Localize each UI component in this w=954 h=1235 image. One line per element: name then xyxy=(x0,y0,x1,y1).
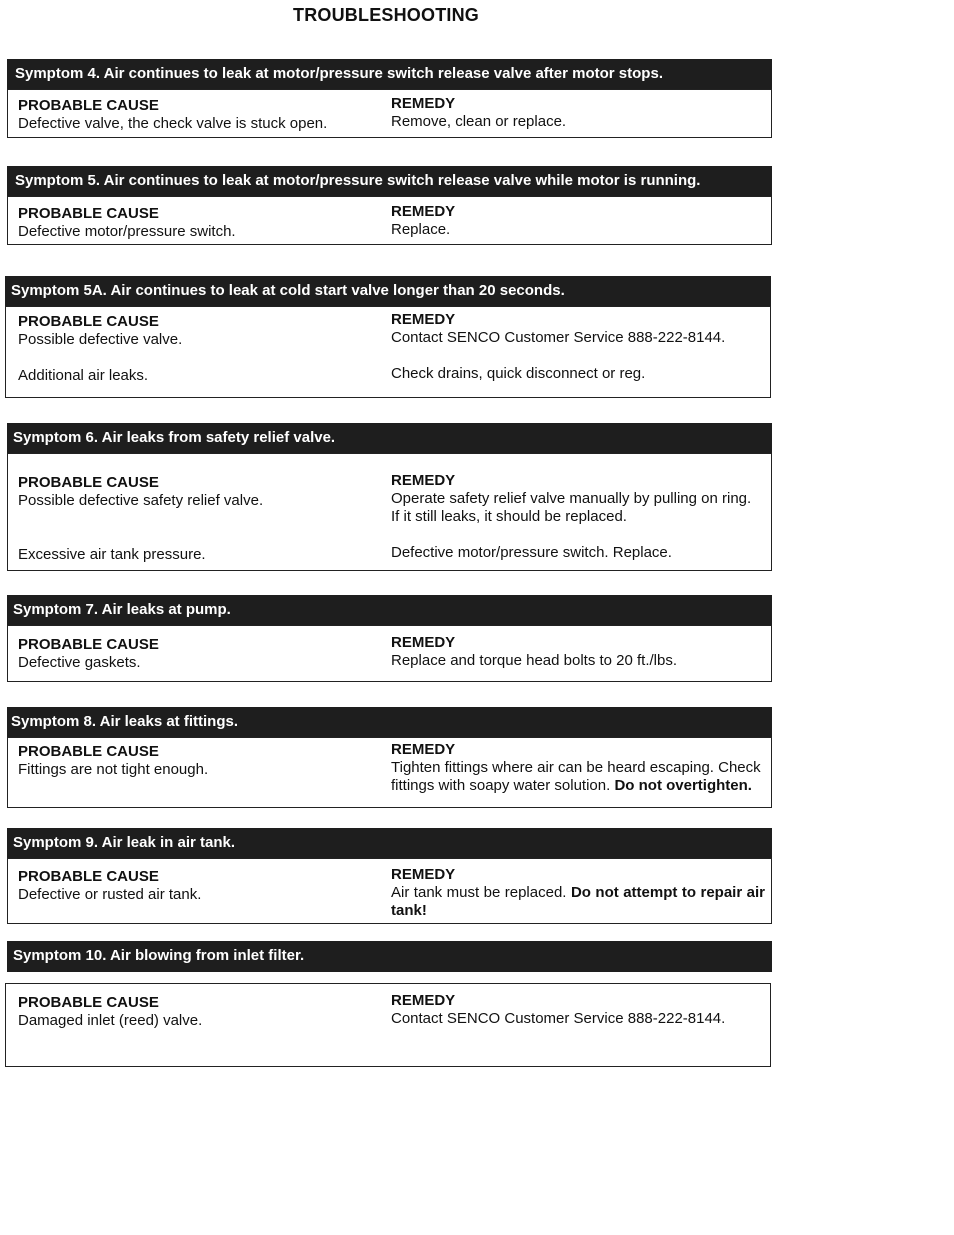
remedy-text: fittings with soapy water solution. xyxy=(391,777,611,794)
probable-cause-label: PROBABLE CAUSE xyxy=(18,474,159,491)
cause-text: Defective motor/pressure switch. xyxy=(18,223,236,240)
symptom-5a-header: Symptom 5A. Air continues to leak at cold start valve longer than 20 seconds. xyxy=(5,276,771,307)
remedy-column xyxy=(391,634,765,670)
symptom-8-header: Symptom 8. Air leaks at fittings. xyxy=(7,707,772,738)
probable-cause-label: PROBABLE CAUSE xyxy=(18,313,159,330)
cause-text: Fittings are not tight enough. xyxy=(18,761,209,778)
remedy-label: REMEDY xyxy=(391,472,456,489)
probable-cause-column xyxy=(18,868,378,904)
probable-cause-column xyxy=(18,205,378,241)
probable-cause-label: PROBABLE CAUSE xyxy=(18,97,159,114)
remedy-column xyxy=(391,866,765,920)
remedy-warning: Do not overtighten. xyxy=(614,777,752,794)
remedy-text-2: Defective motor/pressure switch. Replace. xyxy=(391,544,672,561)
cause-text: Defective valve, the check valve is stuck open. xyxy=(18,115,328,132)
remedy-text: Contact SENCO Customer Service 888-222-8144. xyxy=(391,1010,726,1027)
probable-cause-label: PROBABLE CAUSE xyxy=(18,994,159,1011)
remedy-text: Operate safety relief valve manually by pulling on ring. xyxy=(391,490,752,507)
symptom-9-box xyxy=(7,858,772,924)
cause-text-2: Additional air leaks. xyxy=(18,367,149,384)
remedy-text: Tighten fittings where air can be heard escaping. Check xyxy=(391,759,761,776)
remedy-label: REMEDY xyxy=(391,311,456,328)
probable-cause-column xyxy=(18,97,378,133)
remedy-warning: Do not attempt to repair air tank! xyxy=(391,884,765,919)
symptom-7-box xyxy=(7,625,772,682)
remedy-text: Contact SENCO Customer Service 888-222-8144. xyxy=(391,329,726,346)
symptom-10-box xyxy=(5,983,771,1067)
symptom-6-header: Symptom 6. Air leaks from safety relief valve. xyxy=(7,423,772,454)
symptom-7-header: Symptom 7. Air leaks at pump. xyxy=(7,595,772,626)
remedy-label: REMEDY xyxy=(391,741,456,758)
remedy-text-block xyxy=(391,884,765,920)
cause-text: Possible defective valve. xyxy=(18,331,183,348)
probable-cause-column xyxy=(18,994,378,1030)
remedy-column xyxy=(391,741,765,795)
remedy-text-line2 xyxy=(391,777,765,795)
remedy-label: REMEDY xyxy=(391,634,456,651)
remedy-column xyxy=(391,992,765,1028)
symptom-5-header: Symptom 5. Air continues to leak at motor/pressure switch release valve while motor is running. xyxy=(7,166,772,197)
remedy-text-2: Check drains, quick disconnect or reg. xyxy=(391,365,646,382)
remedy-column xyxy=(391,95,765,131)
cause-text-2: Excessive air tank pressure. xyxy=(18,546,206,563)
remedy-label: REMEDY xyxy=(391,992,456,1009)
cause-text: Defective gaskets. xyxy=(18,654,141,671)
remedy-text: Replace. xyxy=(391,221,451,238)
probable-cause-label: PROBABLE CAUSE xyxy=(18,868,159,885)
remedy-column xyxy=(391,472,765,562)
cause-text: Damaged inlet (reed) valve. xyxy=(18,1012,203,1029)
probable-cause-column xyxy=(18,313,378,385)
remedy-column xyxy=(391,203,765,239)
symptom-4-box xyxy=(7,89,772,138)
probable-cause-column xyxy=(18,636,378,672)
symptom-8-box xyxy=(7,737,772,808)
symptom-5-box xyxy=(7,196,772,245)
remedy-column xyxy=(391,311,765,383)
symptom-4-header: Symptom 4. Air continues to leak at motor/pressure switch release valve after motor stops. xyxy=(7,59,772,90)
symptom-9-header: Symptom 9. Air leak in air tank. xyxy=(7,828,772,859)
cause-text: Defective or rusted air tank. xyxy=(18,886,202,903)
remedy-label: REMEDY xyxy=(391,866,456,883)
page-title: TROUBLESHOOTING xyxy=(293,5,479,25)
remedy-text: Replace and torque head bolts to 20 ft./lbs. xyxy=(391,652,678,669)
symptom-10-header: Symptom 10. Air blowing from inlet filter. xyxy=(7,941,772,972)
symptom-5a-box xyxy=(5,306,771,398)
symptom-6-box xyxy=(7,453,772,571)
probable-cause-column xyxy=(18,474,378,564)
remedy-label: REMEDY xyxy=(391,95,456,112)
cause-text: Possible defective safety relief valve. xyxy=(18,492,264,509)
remedy-label: REMEDY xyxy=(391,203,456,220)
probable-cause-label: PROBABLE CAUSE xyxy=(18,636,159,653)
remedy-text: If it still leaks, it should be replaced. xyxy=(391,508,627,525)
remedy-text: Remove, clean or replace. xyxy=(391,113,567,130)
probable-cause-column xyxy=(18,743,378,779)
probable-cause-label: PROBABLE CAUSE xyxy=(18,205,159,222)
remedy-text: Air tank must be replaced. xyxy=(391,884,567,901)
probable-cause-label: PROBABLE CAUSE xyxy=(18,743,159,760)
